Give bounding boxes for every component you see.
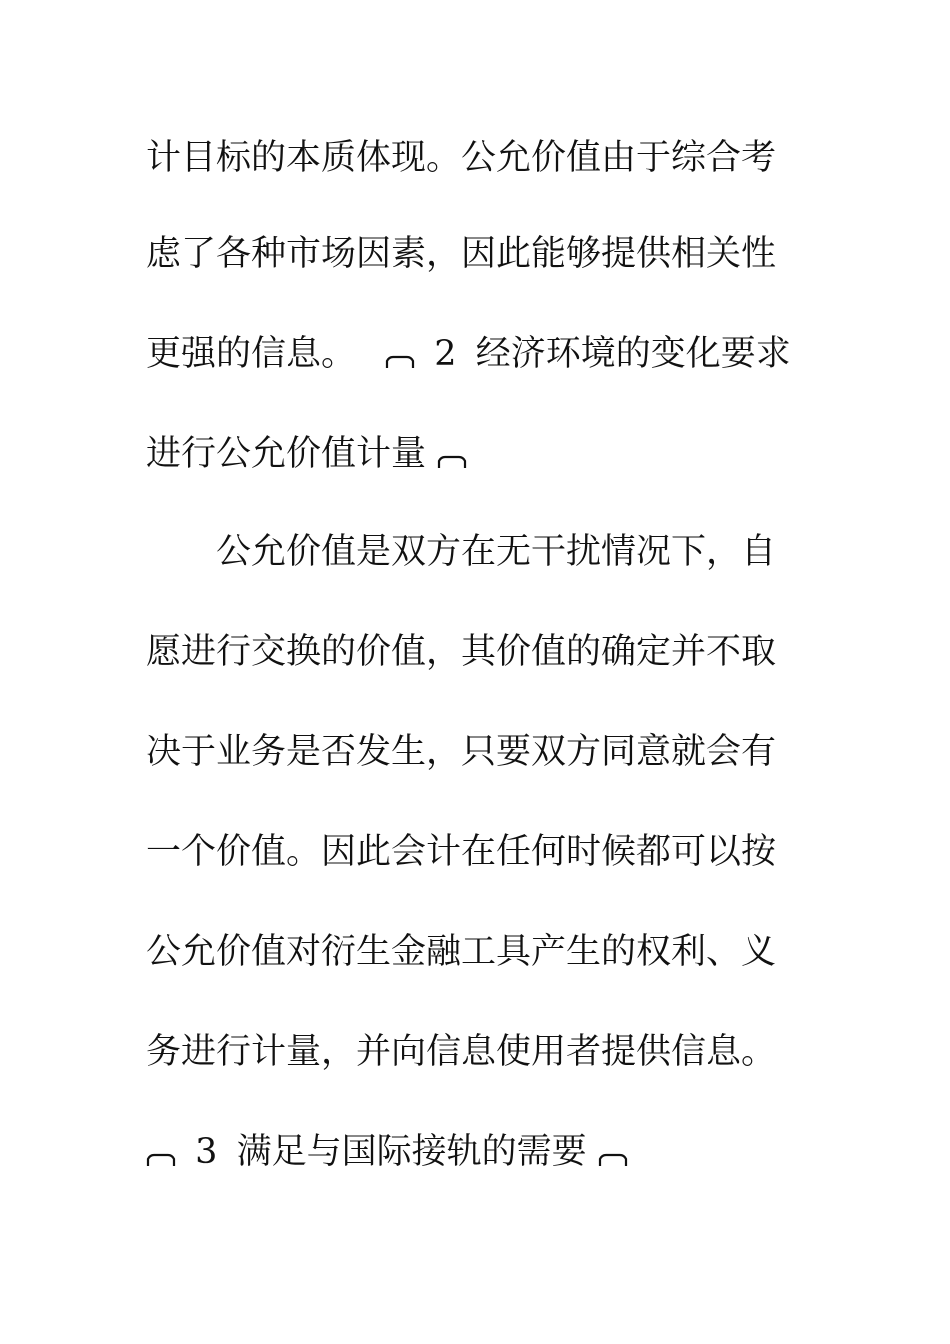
text-line xyxy=(146,232,786,276)
text-line xyxy=(146,432,786,476)
section-heading: 经济环境的变化要求 xyxy=(475,334,791,374)
text-line xyxy=(146,930,786,974)
text-line-with-heading xyxy=(146,332,791,376)
text-line xyxy=(146,1030,786,1074)
text-line xyxy=(146,830,786,874)
text-line xyxy=(146,136,786,180)
bracket-mark-icon xyxy=(437,449,467,465)
line-text: 公允价值是双方在无干扰情况下，自 xyxy=(216,532,777,572)
section-number: 3 xyxy=(195,1132,218,1172)
line-text: 愿进行交换的价值，其价值的确定并不取 xyxy=(146,632,777,672)
bracket-mark-icon xyxy=(146,1147,176,1163)
line-text: 公允价值对衍生金融工具产生的权利、义 xyxy=(146,932,777,972)
paragraph-first-line xyxy=(216,530,856,574)
bracket-mark-icon xyxy=(385,349,415,365)
section-heading: 满足与国际接轨的需要 xyxy=(236,1132,587,1172)
text-line xyxy=(146,730,786,774)
line-text: 决于业务是否发生，只要双方同意就会有 xyxy=(146,732,777,772)
line-text: 务进行计量，并向信息使用者提供信息。 xyxy=(146,1032,777,1072)
line-text: 计目标的本质体现。公允价值由于综合考 xyxy=(146,138,777,178)
line-text: 一个价值。因此会计在任何时候都可以按 xyxy=(146,832,777,872)
line-text: 更强的信息。 xyxy=(146,334,357,374)
text-line xyxy=(146,630,786,674)
section-heading-continued: 进行公允价值计量 xyxy=(146,434,427,474)
line-text: 虑了各种市场因素，因此能够提供相关性 xyxy=(146,234,777,274)
bracket-mark-icon xyxy=(598,1147,628,1163)
section-heading-line xyxy=(146,1130,786,1174)
section-number: 2 xyxy=(434,334,457,374)
